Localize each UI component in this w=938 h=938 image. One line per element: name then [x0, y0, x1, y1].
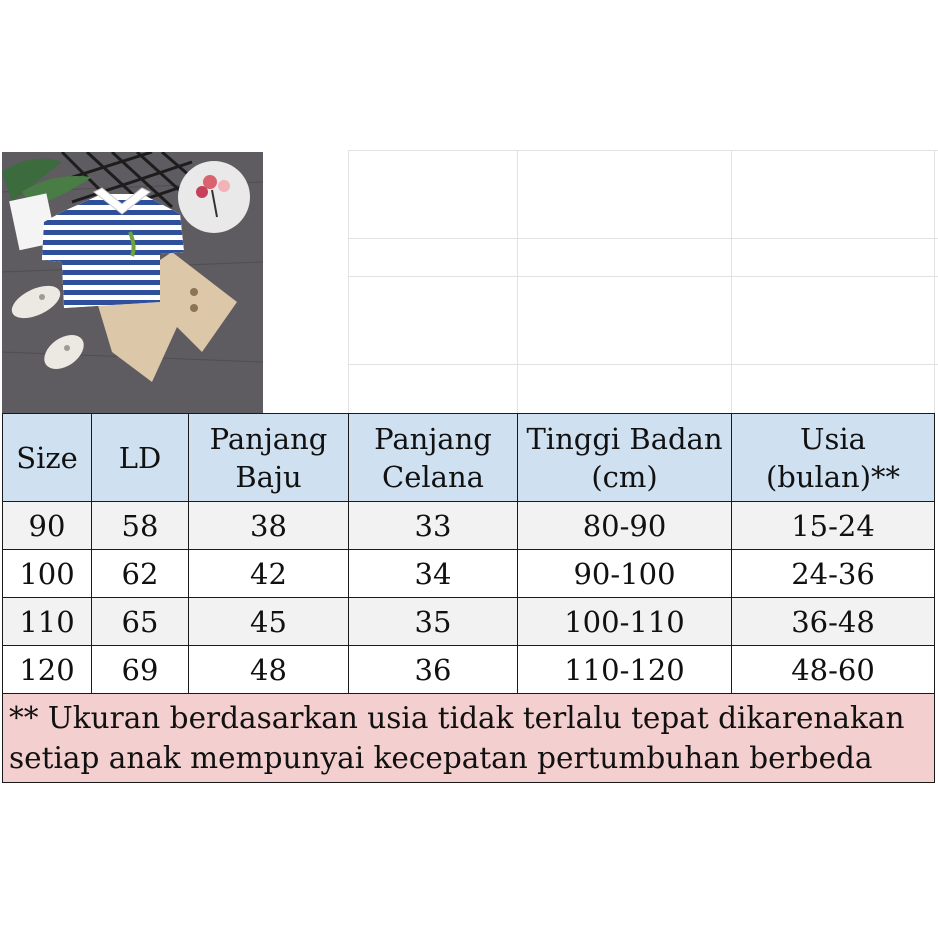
cell-size: 90 — [3, 502, 92, 550]
cell-panjang-celana: 35 — [349, 598, 518, 646]
cell-usia: 36-48 — [732, 598, 935, 646]
cell-panjang-baju: 48 — [189, 646, 349, 694]
cell-panjang-celana: 33 — [349, 502, 518, 550]
header-panjang-baju: Panjang Baju — [189, 414, 349, 502]
header-size: Size — [3, 414, 92, 502]
cell-ld: 62 — [92, 550, 189, 598]
cell-tinggi-badan: 100-110 — [518, 598, 732, 646]
table-row — [3, 646, 935, 694]
cell-tinggi-badan: 110-120 — [518, 646, 732, 694]
size-chart-table — [2, 413, 935, 783]
cell-size: 100 — [3, 550, 92, 598]
header-ld: LD — [92, 414, 189, 502]
table-row — [3, 502, 935, 550]
cell-usia: 15-24 — [732, 502, 935, 550]
cell-panjang-celana: 36 — [349, 646, 518, 694]
cell-usia: 24-36 — [732, 550, 935, 598]
size-note: ** Ukuran berdasarkan usia tidak terlalu tepat dikarenakan setiap anak mempunyai kecepatan pertumbuhan berbeda — [3, 694, 935, 783]
table-row — [3, 598, 935, 646]
table-row — [3, 550, 935, 598]
cell-usia: 48-60 — [732, 646, 935, 694]
cell-tinggi-badan: 90-100 — [518, 550, 732, 598]
product-photo — [2, 152, 263, 413]
spreadsheet-background-grid — [348, 150, 938, 413]
cell-panjang-baju: 42 — [189, 550, 349, 598]
cell-size: 120 — [3, 646, 92, 694]
cell-panjang-baju: 38 — [189, 502, 349, 550]
cell-size: 110 — [3, 598, 92, 646]
header-panjang-celana: Panjang Celana — [349, 414, 518, 502]
header-tinggi-badan: Tinggi Badan (cm) — [518, 414, 732, 502]
table-header-row — [3, 414, 935, 502]
cell-panjang-celana: 34 — [349, 550, 518, 598]
product-photo-illustration — [2, 152, 263, 413]
cell-ld: 65 — [92, 598, 189, 646]
header-usia: Usia (bulan)** — [732, 414, 935, 502]
cell-panjang-baju: 45 — [189, 598, 349, 646]
table-note-row — [3, 694, 935, 783]
cell-ld: 69 — [92, 646, 189, 694]
cell-ld: 58 — [92, 502, 189, 550]
cell-tinggi-badan: 80-90 — [518, 502, 732, 550]
